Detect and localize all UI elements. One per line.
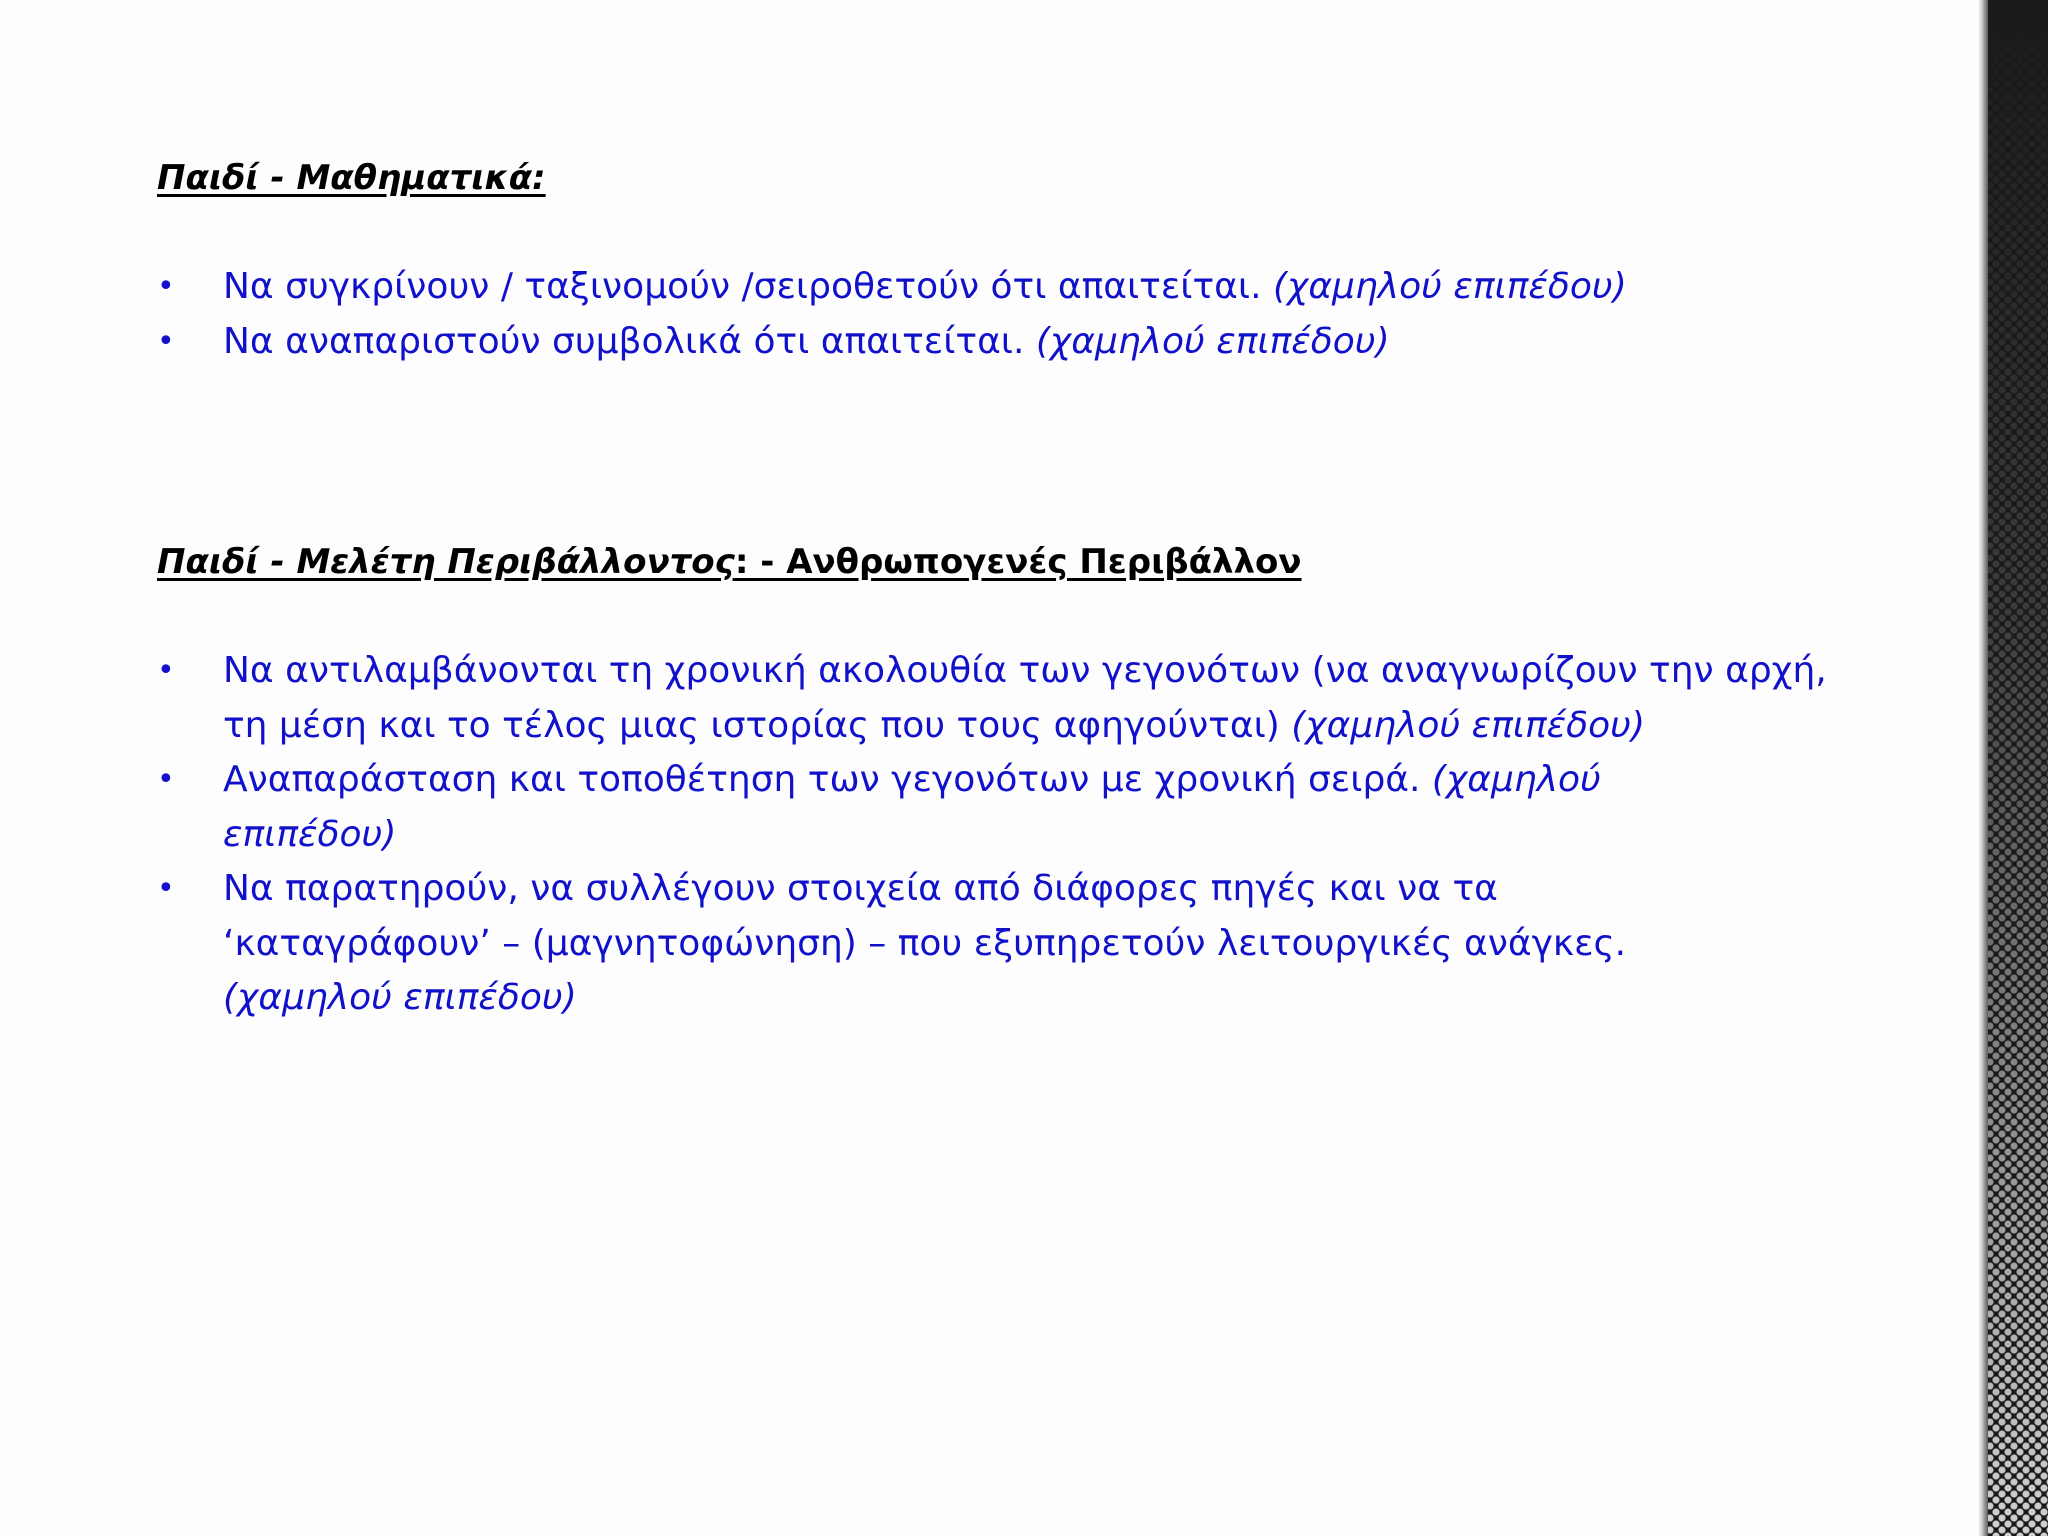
list-item — [157, 315, 1823, 370]
decoration-edge — [1978, 0, 1988, 1536]
list-item-note: (χαμηλού επιπέδου) — [1035, 320, 1390, 362]
list-item — [157, 260, 1823, 315]
list-item-note: (χαμηλού επιπέδου) — [223, 759, 1601, 855]
heading-environment — [157, 534, 1302, 590]
bullet-icon: • — [157, 653, 175, 688]
bullet-icon: • — [157, 762, 175, 797]
heading-environment-italic: Παιδί - Μελέτη Περιβάλλοντος — [157, 542, 735, 582]
list-item-note: (χαμηλού επιπέδου) — [223, 977, 577, 1018]
heading-mathematics — [157, 150, 546, 206]
environment-list — [157, 644, 1863, 1026]
heading-mathematics-text: Παιδί - Μαθηματικά: — [157, 158, 546, 198]
bullet-icon: • — [157, 269, 175, 304]
list-item-text: Να συγκρίνουν / ταξινομούν /σειροθετούν ότι απαιτείται. — [223, 266, 1273, 307]
bullet-icon: • — [157, 323, 175, 359]
list-item-note: (χαμηλού επιπέδου) — [1272, 266, 1627, 307]
heading-environment-rest: : - Ανθρωπογενές Περιβάλλον — [734, 542, 1302, 582]
list-item-text: Αναπαράσταση και τοποθέτηση των γεγονότων με χρονική σειρά. — [223, 759, 1432, 800]
list-item — [157, 644, 1863, 753]
list-item-text: Να αναπαριστούν συμβολικά ότι απαιτείται. — [223, 320, 1036, 362]
list-item — [157, 862, 1633, 1026]
list-item-text: Να αντιλαμβάνονται τη χρονική ακολουθία των γεγονότων (να αναγνωρίζουν την αρχή, τη μέση και το τέλος μιας ιστορίας που τους αφηγούνται) — [223, 650, 1827, 746]
list-item-text: Να παρατηρούν, να συλλέγουν στοιχεία από διάφορες πηγές και να τα ‘καταγράφουν’ – (μαγνητοφώνηση) – που εξυπηρετούν λειτουργικές ανάγκες. — [223, 868, 1627, 964]
decoration-fade — [1984, 0, 2048, 1536]
list-item — [157, 753, 1633, 862]
list-item-note: (χαμηλού επιπέδου) — [1291, 704, 1646, 746]
mathematics-list — [157, 260, 1823, 369]
bullet-icon: • — [157, 871, 175, 906]
